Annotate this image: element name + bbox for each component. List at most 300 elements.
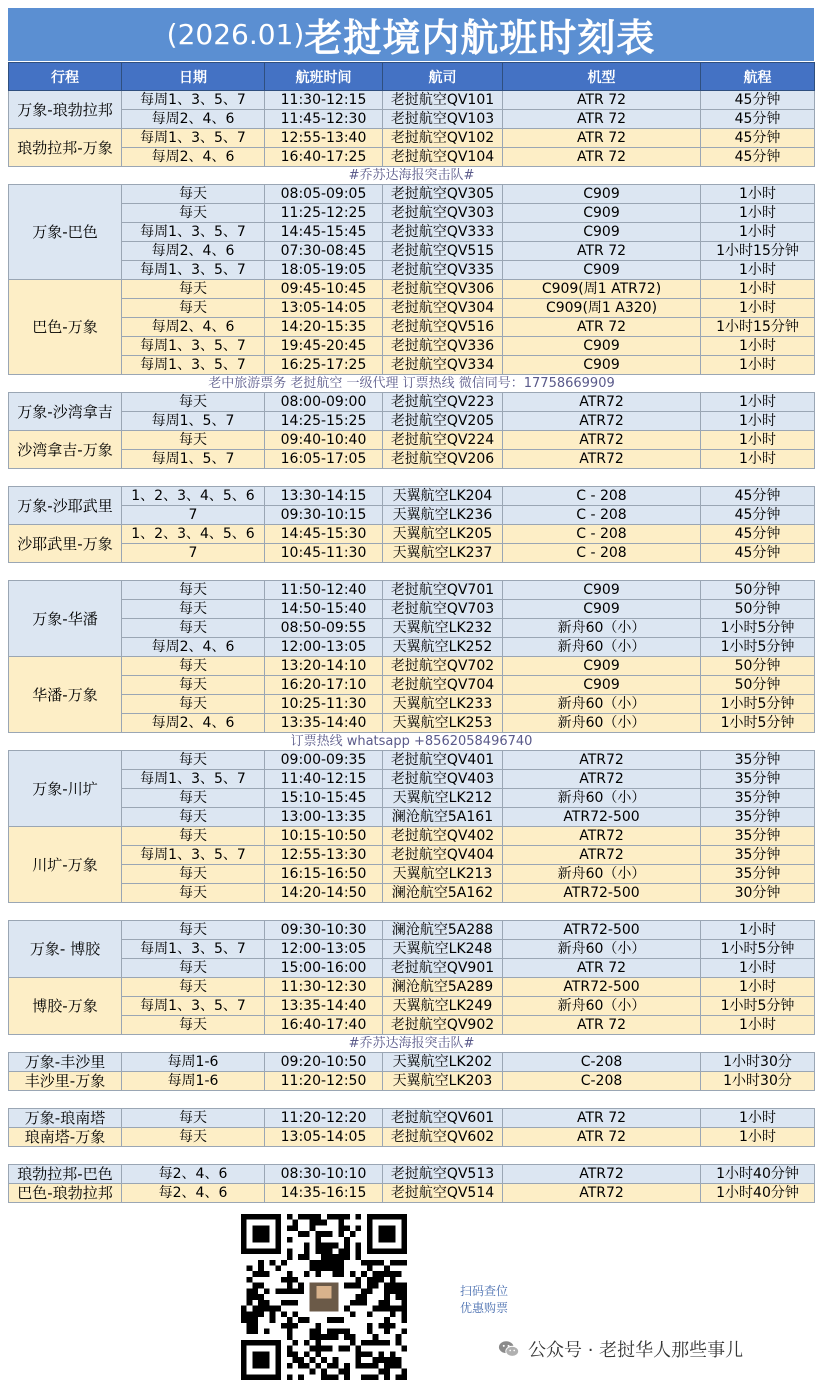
duration-cell: 1小时15分钟 [701,242,815,261]
aircraft-cell: C909 [503,581,701,600]
time-cell: 08:05-09:05 [265,185,383,204]
aircraft-cell: 新舟60（小） [503,997,701,1016]
days-cell: 每周2、4、6 [122,242,265,261]
aircraft-cell: 新舟60（小） [503,619,701,638]
table-row [9,884,815,903]
time-cell: 16:40-17:25 [265,148,383,167]
time-cell: 16:15-16:50 [265,865,383,884]
aircraft-cell: C - 208 [503,544,701,563]
table-row [9,129,815,148]
separator-row [9,733,815,751]
time-cell: 09:40-10:40 [265,431,383,450]
airline-cell: 老挝航空QV333 [383,223,503,242]
aircraft-cell: ATR72 [503,393,701,412]
route-cell: 万象-丰沙里 [9,1053,122,1072]
table-row [9,600,815,619]
table-row [9,525,815,544]
duration-cell: 1小时5分钟 [701,714,815,733]
table-row [9,695,815,714]
duration-cell: 35分钟 [701,751,815,770]
time-cell: 09:45-10:45 [265,280,383,299]
duration-cell: 1小时 [701,337,815,356]
duration-cell: 45分钟 [701,148,815,167]
route-cell: 万象-琅南塔 [9,1109,122,1128]
days-cell: 每周2、4、6 [122,638,265,657]
aircraft-cell: ATR 72 [503,959,701,978]
days-cell: 每周1、3、5、7 [122,940,265,959]
days-cell: 每天 [122,978,265,997]
aircraft-cell: ATR72 [503,827,701,846]
aircraft-cell: 新舟60（小） [503,714,701,733]
table-row [9,1072,815,1091]
time-cell: 08:50-09:55 [265,619,383,638]
airline-cell: 老挝航空QV702 [383,657,503,676]
duration-cell: 35分钟 [701,846,815,865]
airline-cell: 澜沧航空5A161 [383,808,503,827]
duration-cell: 45分钟 [701,506,815,525]
aircraft-cell: ATR 72 [503,148,701,167]
aircraft-cell: ATR72-500 [503,978,701,997]
airline-cell: 澜沧航空5A289 [383,978,503,997]
duration-cell: 35分钟 [701,827,815,846]
table-row [9,91,815,110]
route-cell: 巴色-万象 [9,280,122,375]
aircraft-cell: C - 208 [503,525,701,544]
table-row [9,657,815,676]
duration-cell: 45分钟 [701,525,815,544]
table-row [9,204,815,223]
table-row [9,412,815,431]
aircraft-cell: ATR72 [503,431,701,450]
duration-cell: 50分钟 [701,581,815,600]
airline-cell: 老挝航空QV334 [383,356,503,375]
route-cell: 琅勃拉邦-巴色 [9,1165,122,1184]
route-cell: 川圹-万象 [9,827,122,903]
header-airline: 航司 [383,63,503,91]
separator-text: 订票热线 whatsapp +8562058496740 [9,733,815,751]
airline-cell: 老挝航空QV206 [383,450,503,469]
time-cell: 14:45-15:45 [265,223,383,242]
time-cell: 11:40-12:15 [265,770,383,789]
table-row [9,506,815,525]
table-row [9,940,815,959]
aircraft-cell: ATR 72 [503,110,701,129]
airline-cell: 老挝航空QV101 [383,91,503,110]
days-cell: 7 [122,544,265,563]
duration-cell: 1小时 [701,1128,815,1147]
aircraft-cell: ATR72 [503,846,701,865]
airline-cell: 天翼航空LK232 [383,619,503,638]
flight-schedule-table [8,62,815,1203]
separator-row [9,375,815,393]
header-aircraft: 机型 [503,63,701,91]
duration-cell: 1小时 [701,204,815,223]
separator-row [9,167,815,185]
aircraft-cell: ATR 72 [503,91,701,110]
table-row [9,1053,815,1072]
title-main: 老挝境内航班时刻表 [304,16,656,60]
duration-cell: 45分钟 [701,110,815,129]
airline-cell: 老挝航空QV402 [383,827,503,846]
duration-cell: 1小时5分钟 [701,638,815,657]
duration-cell: 1小时40分钟 [701,1184,815,1203]
airline-cell: 老挝航空QV305 [383,185,503,204]
days-cell: 每周2、4、6 [122,110,265,129]
duration-cell: 1小时 [701,412,815,431]
aircraft-cell: C - 208 [503,506,701,525]
table-row [9,356,815,375]
time-cell: 15:10-15:45 [265,789,383,808]
duration-cell: 1小时 [701,959,815,978]
duration-cell: 1小时 [701,1016,815,1035]
duration-cell: 1小时 [701,223,815,242]
airline-cell: 天翼航空LK203 [383,1072,503,1091]
time-cell: 11:25-12:25 [265,204,383,223]
days-cell: 每天 [122,431,265,450]
days-cell: 1、2、3、4、5、6 [122,525,265,544]
table-row [9,1128,815,1147]
header-time: 航班时间 [265,63,383,91]
duration-cell: 35分钟 [701,865,815,884]
table-row [9,1109,815,1128]
aircraft-cell: ATR72 [503,450,701,469]
aircraft-cell: C909 [503,657,701,676]
airline-cell: 老挝航空QV335 [383,261,503,280]
days-cell: 每周1、3、5、7 [122,337,265,356]
days-cell: 每天 [122,865,265,884]
aircraft-cell: C909(周1 A320) [503,299,701,318]
airline-cell: 老挝航空QV205 [383,412,503,431]
days-cell: 每周2、4、6 [122,714,265,733]
days-cell: 每周1-6 [122,1053,265,1072]
days-cell: 每天 [122,921,265,940]
aircraft-cell: ATR 72 [503,1128,701,1147]
route-cell: 沙耶武里-万象 [9,525,122,563]
duration-cell: 50分钟 [701,600,815,619]
aircraft-cell: ATR72-500 [503,884,701,903]
separator-text [9,563,815,581]
separator-text [9,1147,815,1165]
airline-cell: 老挝航空QV704 [383,676,503,695]
days-cell: 每天 [122,676,265,695]
separator-text: #乔苏达海报突击队# [9,167,815,185]
airline-cell: 天翼航空LK253 [383,714,503,733]
route-cell: 万象- 博胶 [9,921,122,978]
airline-cell: 老挝航空QV516 [383,318,503,337]
airline-cell: 老挝航空QV304 [383,299,503,318]
duration-cell: 1小时 [701,280,815,299]
duration-cell: 30分钟 [701,884,815,903]
table-row [9,261,815,280]
days-cell: 每天 [122,581,265,600]
duration-cell: 1小时 [701,299,815,318]
aircraft-cell: ATR 72 [503,242,701,261]
table-row [9,714,815,733]
airline-cell: 天翼航空LK213 [383,865,503,884]
table-row [9,110,815,129]
table-row [9,299,815,318]
time-cell: 14:45-15:30 [265,525,383,544]
footer-account [498,1336,743,1362]
table-row [9,1165,815,1184]
time-cell: 14:20-15:35 [265,318,383,337]
days-cell: 每天 [122,789,265,808]
duration-cell: 45分钟 [701,487,815,506]
route-cell: 琅勃拉邦-万象 [9,129,122,167]
days-cell: 每周1、3、5、7 [122,997,265,1016]
aircraft-cell: ATR72 [503,1165,701,1184]
airline-cell: 老挝航空QV602 [383,1128,503,1147]
aircraft-cell: C909 [503,337,701,356]
aircraft-cell: C909 [503,204,701,223]
table-row [9,827,815,846]
airline-cell: 澜沧航空5A162 [383,884,503,903]
duration-cell: 1小时30分 [701,1072,815,1091]
aircraft-cell: ATR72 [503,770,701,789]
days-cell: 每周1-6 [122,1072,265,1091]
separator-row [9,903,815,921]
aircraft-cell: 新舟60（小） [503,695,701,714]
separator-text [9,469,815,487]
separator-row [9,1035,815,1053]
airline-cell: 天翼航空LK248 [383,940,503,959]
table-row [9,148,815,167]
duration-cell: 1小时15分钟 [701,318,815,337]
time-cell: 09:30-10:15 [265,506,383,525]
qr-caption [460,1283,508,1317]
time-cell: 09:00-09:35 [265,751,383,770]
aircraft-cell: ATR72 [503,751,701,770]
time-cell: 10:25-11:30 [265,695,383,714]
separator-text: #乔苏达海报突击队# [9,1035,815,1053]
airline-cell: 老挝航空QV902 [383,1016,503,1035]
table-row [9,770,815,789]
table-row [9,921,815,940]
table-row [9,487,815,506]
duration-cell: 1小时40分钟 [701,1165,815,1184]
time-cell: 12:55-13:40 [265,129,383,148]
table-row [9,808,815,827]
table-row [9,242,815,261]
title-date: (2026.01) [166,18,305,51]
time-cell: 16:20-17:10 [265,676,383,695]
time-cell: 15:00-16:00 [265,959,383,978]
days-cell: 每天 [122,185,265,204]
duration-cell: 35分钟 [701,789,815,808]
duration-cell: 1小时 [701,921,815,940]
days-cell: 每周1、3、5、7 [122,91,265,110]
airline-cell: 老挝航空QV401 [383,751,503,770]
days-cell: 每天 [122,1128,265,1147]
days-cell: 每天 [122,657,265,676]
duration-cell: 1小时5分钟 [701,619,815,638]
aircraft-cell: C909 [503,676,701,695]
airline-cell: 老挝航空QV703 [383,600,503,619]
route-cell: 沙湾拿吉-万象 [9,431,122,469]
table-row [9,431,815,450]
days-cell: 1、2、3、4、5、6 [122,487,265,506]
duration-cell: 1小时 [701,261,815,280]
airline-cell: 老挝航空QV223 [383,393,503,412]
header-duration: 航程 [701,63,815,91]
table-row [9,676,815,695]
days-cell: 每天 [122,695,265,714]
aircraft-cell: ATR72-500 [503,921,701,940]
time-cell: 13:20-14:10 [265,657,383,676]
separator-row [9,563,815,581]
time-cell: 14:50-15:40 [265,600,383,619]
days-cell: 每周1、5、7 [122,450,265,469]
time-cell: 11:45-12:30 [265,110,383,129]
airline-cell: 老挝航空QV303 [383,204,503,223]
airline-cell: 老挝航空QV403 [383,770,503,789]
aircraft-cell: 新舟60（小） [503,638,701,657]
time-cell: 09:20-10:50 [265,1053,383,1072]
aircraft-cell: C909 [503,185,701,204]
separator-row [9,1091,815,1109]
aircraft-cell: ATR72 [503,412,701,431]
time-cell: 19:45-20:45 [265,337,383,356]
time-cell: 16:25-17:25 [265,356,383,375]
airline-cell: 老挝航空QV404 [383,846,503,865]
table-row [9,450,815,469]
separator-row [9,1147,815,1165]
airline-cell: 天翼航空LK205 [383,525,503,544]
days-cell: 每天 [122,1016,265,1035]
header-route: 行程 [9,63,122,91]
duration-cell: 1小时 [701,1109,815,1128]
footer-text: 公众号 · 老挝华人那些事儿 [528,1340,744,1361]
route-cell: 万象-沙耶武里 [9,487,122,525]
aircraft-cell: ATR 72 [503,1016,701,1035]
aircraft-cell: 新舟60（小） [503,789,701,808]
table-row [9,393,815,412]
route-cell: 万象-川圹 [9,751,122,827]
time-cell: 13:05-14:05 [265,1128,383,1147]
table-header-row [9,63,815,91]
qr-code-icon[interactable] [241,1214,407,1380]
header-days: 日期 [122,63,265,91]
airline-cell: 澜沧航空5A288 [383,921,503,940]
aircraft-cell: C909 [503,261,701,280]
route-cell: 丰沙里-万象 [9,1072,122,1091]
days-cell: 每周1、3、5、7 [122,223,265,242]
airline-cell: 天翼航空LK233 [383,695,503,714]
table-row [9,337,815,356]
page-title [8,8,814,61]
days-cell: 每天 [122,751,265,770]
duration-cell: 1小时 [701,431,815,450]
airline-cell: 天翼航空LK237 [383,544,503,563]
aircraft-cell: 新舟60（小） [503,940,701,959]
time-cell: 13:05-14:05 [265,299,383,318]
table-row [9,619,815,638]
time-cell: 16:40-17:40 [265,1016,383,1035]
airline-cell: 老挝航空QV601 [383,1109,503,1128]
days-cell: 每天 [122,600,265,619]
days-cell: 每天 [122,959,265,978]
separator-text [9,903,815,921]
duration-cell: 1小时 [701,356,815,375]
table-row [9,789,815,808]
days-cell: 每周1、3、5、7 [122,356,265,375]
days-cell: 每天 [122,393,265,412]
separator-text: 老中旅游票务 老挝航空 一级代理 订票热线 微信同号：17758669909 [9,375,815,393]
table-row [9,638,815,657]
aircraft-cell: ATR 72 [503,318,701,337]
airline-cell: 老挝航空QV104 [383,148,503,167]
time-cell: 08:30-10:10 [265,1165,383,1184]
time-cell: 10:45-11:30 [265,544,383,563]
airline-cell: 天翼航空LK202 [383,1053,503,1072]
days-cell: 每周1、3、5、7 [122,261,265,280]
duration-cell: 1小时 [701,393,815,412]
table-row [9,1184,815,1203]
table-row [9,846,815,865]
days-cell: 每天 [122,204,265,223]
days-cell: 7 [122,506,265,525]
time-cell: 11:50-12:40 [265,581,383,600]
route-cell: 琅南塔-万象 [9,1128,122,1147]
time-cell: 13:00-13:35 [265,808,383,827]
table-row [9,581,815,600]
days-cell: 每天 [122,619,265,638]
table-row [9,280,815,299]
aircraft-cell: C909 [503,600,701,619]
days-cell: 每2、4、6 [122,1184,265,1203]
time-cell: 13:30-14:15 [265,487,383,506]
airline-cell: 天翼航空LK236 [383,506,503,525]
days-cell: 每天 [122,1109,265,1128]
days-cell: 每天 [122,827,265,846]
aircraft-cell: ATR72-500 [503,808,701,827]
days-cell: 每天 [122,299,265,318]
aircraft-cell: C909 [503,356,701,375]
airline-cell: 老挝航空QV514 [383,1184,503,1203]
duration-cell: 35分钟 [701,808,815,827]
table-row [9,997,815,1016]
route-cell: 万象-华潘 [9,581,122,657]
time-cell: 07:30-08:45 [265,242,383,261]
airline-cell: 老挝航空QV901 [383,959,503,978]
wechat-icon [498,1338,520,1360]
airline-cell: 老挝航空QV103 [383,110,503,129]
route-cell: 华潘-万象 [9,657,122,733]
duration-cell: 45分钟 [701,129,815,148]
time-cell: 11:20-12:20 [265,1109,383,1128]
airline-cell: 天翼航空LK249 [383,997,503,1016]
airline-cell: 天翼航空LK212 [383,789,503,808]
days-cell: 每周1、3、5、7 [122,770,265,789]
time-cell: 10:15-10:50 [265,827,383,846]
duration-cell: 1小时30分 [701,1053,815,1072]
airline-cell: 天翼航空LK252 [383,638,503,657]
aircraft-cell: ATR 72 [503,129,701,148]
time-cell: 11:30-12:15 [265,91,383,110]
days-cell: 每周1、5、7 [122,412,265,431]
time-cell: 11:30-12:30 [265,978,383,997]
days-cell: 每周2、4、6 [122,318,265,337]
days-cell: 每2、4、6 [122,1165,265,1184]
duration-cell: 35分钟 [701,770,815,789]
duration-cell: 50分钟 [701,676,815,695]
time-cell: 13:35-14:40 [265,714,383,733]
table-row [9,865,815,884]
time-cell: 14:20-14:50 [265,884,383,903]
time-cell: 11:20-12:50 [265,1072,383,1091]
duration-cell: 1小时5分钟 [701,997,815,1016]
time-cell: 14:25-15:25 [265,412,383,431]
